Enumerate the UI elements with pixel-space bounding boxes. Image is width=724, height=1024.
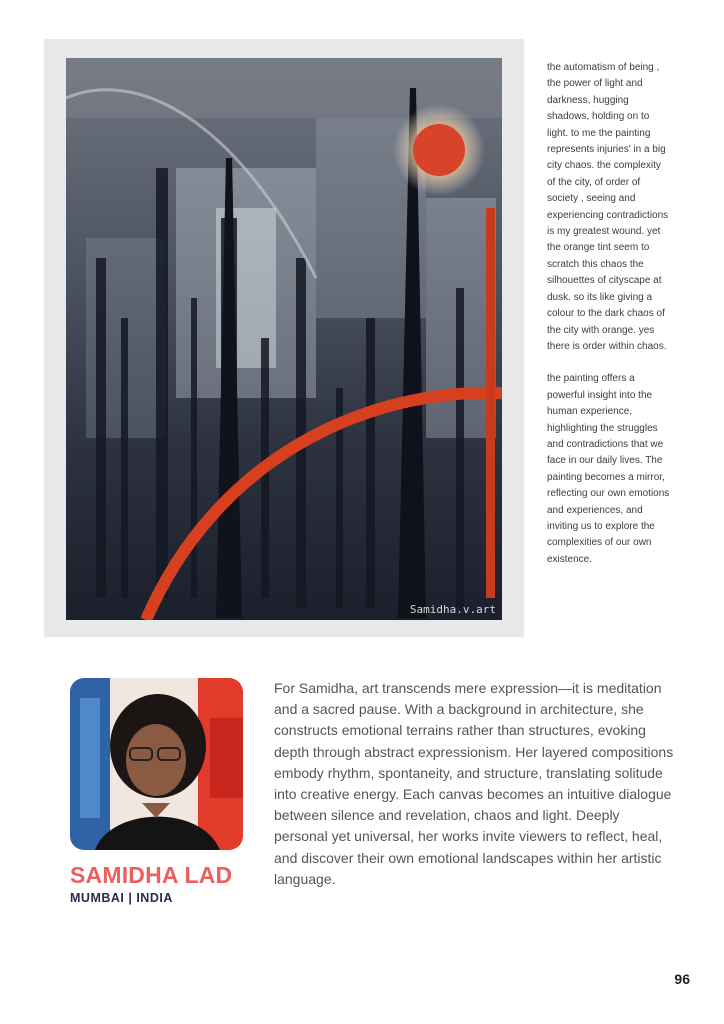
artist-portrait — [70, 678, 243, 850]
artist-bio: For Samidha, art transcends mere expression—it is meditation and a sacred pause. With a background in architecture, she constructs emotional terrains rather than structures, evoking depth through abstract expressionism. Her layered compositions embody rhythm, spontaneity, and structure, translating solitude into creative energy. Each canvas becomes an intuitive dialogue between silence and revelation, chaos and light. Deeply personal yet universal, her works invite viewers to reflect, heal, and discover their own emotional landscapes within her artistic language. — [274, 680, 674, 887]
painting-signature: Samidha.v.art — [409, 603, 496, 616]
description-paragraph-1: the automatism of being , the power of light and darkness, hugging shadows, holding on to light. to me the painting represents injuries' in a big city chaos. the complexity of the city, of order of society , seeing and experiencing contradictions is my greatest wound. yet the orange tint seem to scratch this chaos the silhouettes of cityscape at dusk. so its like giving a colour to the dark chaos of the city with orange. yes there is order within chaos. — [547, 62, 669, 352]
page-number: 96 — [674, 971, 690, 987]
artwork-description — [547, 60, 672, 568]
abstract-cityscape-painting — [66, 58, 502, 620]
description-paragraph-2: the painting offers a powerful insight into the human experience, highlighting the struggles and contradictions that we face in our daily lives. The painting becomes a mirror, reflecting our own emotions and experiences, and inviting us to explore the complexities of our own existence. — [547, 373, 670, 565]
artist-location: MUMBAI | INDIA — [70, 891, 173, 905]
artist-name: SAMIDHA LAD — [70, 862, 233, 888]
artwork-frame — [44, 39, 524, 637]
